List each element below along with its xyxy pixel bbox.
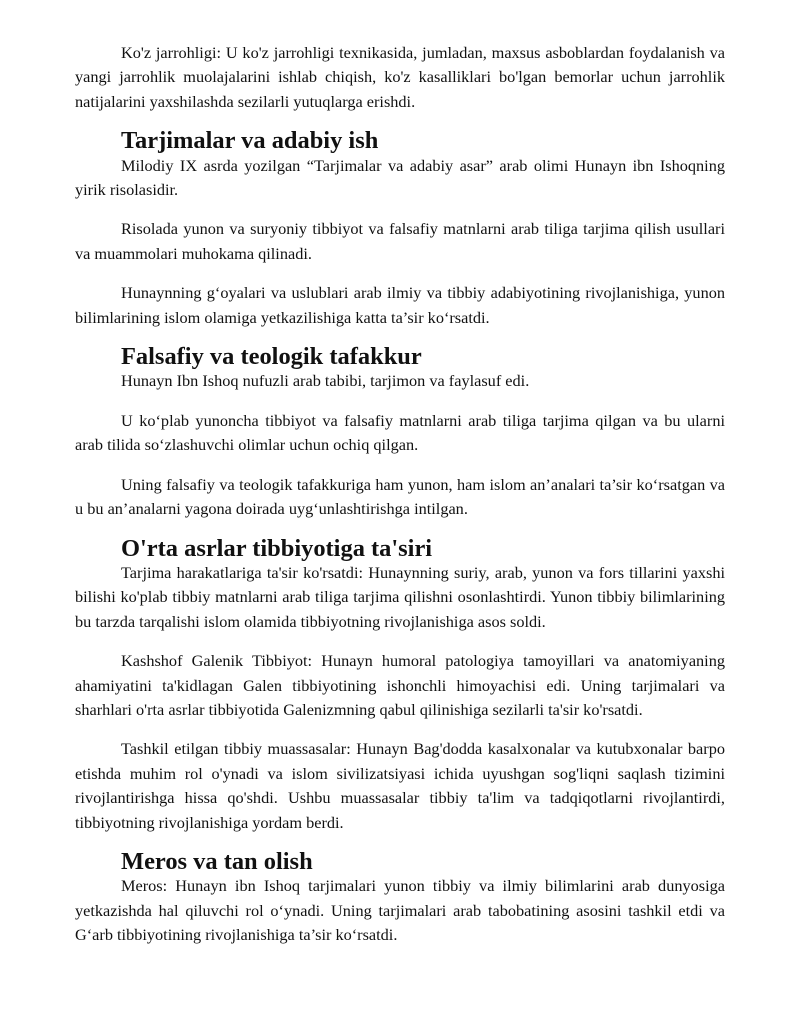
spacer xyxy=(75,202,725,217)
spacer xyxy=(75,266,725,281)
spacer xyxy=(75,634,725,649)
paragraph: U ko‘plab yunoncha tibbiyot va falsafiy matnlarni arab tiliga tarjima qilgan va bu ularni arab tilida so‘zlashuvchi olimlar uchun ochiq qilgan. xyxy=(75,410,725,455)
document-page xyxy=(75,41,725,948)
section-heading: Falsafiy va teologik tafakkur xyxy=(121,343,422,371)
paragraph: Milodiy IX asrda yozilgan “Tarjimalar va adabiy asar” arab olimi Hunayn ibn Ishoqning yirik risolasidir. xyxy=(75,155,725,200)
paragraph: Tashkil etilgan tibbiy muassasalar: Hunayn Bag'dodda kasalxonalar va kutubxonalar barpo etishda muhim rol o'ynadi va islom sivilizatsiyasi ichida uyushgan sog'liqni saqlash tizimini rivojlantirishga hissa qo'shdi. Ushbu muassasalar tibbiy ta'lim va tadqiqotlarni rivojlantirdi, tibbiyotning rivojlanishiga yordam berdi. xyxy=(75,739,725,832)
paragraph: Uning falsafiy va teologik tafakkuriga ham yunon, ham islom an’analari ta’sir ko‘rsatgan va u bu an’analarni yagona doirada uyg‘unlashtirishga intilgan. xyxy=(75,474,725,519)
paragraph: Hunayn Ibn Ishoq nufuzli arab tabibi, tarjimon va faylasuf edi. xyxy=(121,371,530,391)
section-heading: O'rta asrlar tibbiyotiga ta'siri xyxy=(121,534,433,562)
paragraph: Ko'z jarrohligi: U ko'z jarrohligi texnikasida, jumladan, maxsus asboblardan foydalanish va yangi jarrohlik muolajalarini ishlab chiqish, ko'z kasalliklari bo'lgan bemorlar uchun jarrohlik natijalarini yaxshilashda sezilarli yutuqlarga erishdi. xyxy=(75,43,725,111)
section-heading: Meros va tan olish xyxy=(121,847,313,875)
paragraph: Tarjima harakatlariga ta'sir ko'rsatdi: Hunaynning suriy, arab, yunon va fors tillarini yaxshi bilishi ko'plab tibbiy matnlarni arab tiliga tarjima qilishni osonlashtirdi. Yunon tibbiy bilimlarining bu tarzda tarqalishi islom olamida tibbiyotning rivojlanishiga asos soldi. xyxy=(75,562,725,631)
spacer xyxy=(75,458,725,473)
spacer xyxy=(75,722,725,737)
paragraph: Risolada yunon va suryoniy tibbiyot va falsafiy matnlarni arab tiliga tarjima qilish usullari va muammolari muhokama qilinadi. xyxy=(75,219,725,263)
spacer xyxy=(75,394,725,409)
paragraph: Meros: Hunayn ibn Ishoq tarjimalari yunon tibbiy va ilmiy bilimlarini arab dunyosiga yetkazishda hal qiluvchi rol o‘ynadi. Uning tarjimalari arab tabobatining asosini tashkil etdi va G‘arb tibbiyotining rivojlanishiga ta’sir ko‘rsatdi. xyxy=(75,876,725,945)
section-heading: Tarjimalar va adabiy ish xyxy=(121,127,379,155)
paragraph: Kashshof Galenik Tibbiyot: Hunayn humoral patologiya tamoyillari va anatomiyaning ahamiyatini ta'kidlagan Galen tibbiyotining ishonchli himoyachisi edi. Uning tarjimalari va sharhlari o'rta asrlar tibbiyotida Galenizmning qabul qilinishiga sezilarli ta'sir ko'rsatdi. xyxy=(75,651,725,719)
paragraph: Hunaynning g‘oyalari va uslublari arab ilmiy va tibbiy adabiyotining rivojlanishiga, yunon bilimlarining islom olamiga yetkazilishiga katta ta’sir ko‘rsatdi. xyxy=(75,283,725,327)
